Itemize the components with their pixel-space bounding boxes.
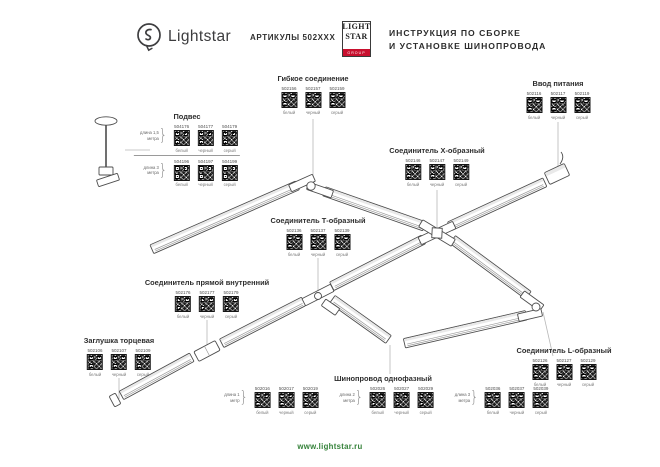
l-connector-icon: [517, 291, 543, 322]
qr-code: [310, 234, 326, 250]
color-label: черный: [550, 114, 566, 120]
page-title-line1: ИНСТРУКЦИЯ ПО СБОРКЕ: [389, 28, 521, 38]
qr-code: [223, 296, 239, 312]
article-number: 504197: [198, 158, 214, 164]
product-code: [403, 158, 424, 187]
product-code: [221, 290, 242, 319]
track-rail: [450, 236, 531, 299]
product-code: [219, 159, 240, 188]
article-number: 502119: [574, 91, 590, 96]
length-note: длина 3 метра }: [143, 160, 168, 180]
logo-box-band: GROUP: [343, 49, 370, 56]
track-group: [445, 386, 551, 415]
product-code: [327, 86, 348, 115]
product-code: [108, 348, 129, 377]
page-title-line2: И УСТАНОВКЕ ШИНОПРОВОДА: [389, 41, 547, 52]
product-code: [279, 86, 300, 115]
color-label: белый: [175, 182, 188, 187]
product-code: [572, 91, 593, 120]
product-code: [303, 86, 324, 115]
product-code: [171, 124, 192, 153]
section-title: Соединитель L-образный: [516, 346, 612, 355]
qr-code: [394, 392, 410, 408]
product-code: [84, 348, 105, 377]
article-number: 502127: [556, 358, 572, 363]
article-number: 502106: [87, 348, 103, 353]
qr-code: [198, 165, 214, 181]
qr-code: [533, 392, 549, 408]
product-code: [252, 386, 273, 415]
article-number: 502026: [370, 386, 386, 391]
color-label: белый: [175, 147, 188, 153]
article-number: 502159: [329, 86, 345, 91]
article-number: 504177: [198, 124, 214, 129]
qr-code: [175, 296, 191, 312]
qr-code: [174, 130, 190, 146]
brand-name: Lightstar: [168, 28, 232, 45]
product-code: [554, 358, 575, 387]
product-code: [506, 386, 527, 415]
footer: [0, 436, 660, 454]
section-title: Шинопровод однофазный: [334, 374, 432, 383]
lightstar-group-logo: [342, 21, 371, 57]
article-number: 504199: [222, 158, 238, 164]
article-number: 502157: [305, 86, 321, 91]
qr-row: [524, 91, 593, 120]
qr-code: [526, 97, 542, 113]
qr-code: [87, 354, 103, 370]
article-number: 502117: [550, 91, 566, 96]
qr-code: [453, 164, 469, 180]
section-title: Заглушка торцевая: [83, 336, 155, 345]
product-code: [284, 228, 305, 257]
article-number: 502179: [223, 290, 239, 295]
article-number: 502019: [302, 386, 318, 391]
color-label: черный: [198, 147, 213, 153]
article-number: 502139: [334, 228, 350, 233]
section-title: Соединитель X-образный: [389, 146, 485, 155]
color-label: черный: [310, 251, 326, 257]
product-code: [132, 348, 153, 377]
qr-code: [305, 92, 321, 108]
track-rail: [403, 311, 527, 348]
article-number: 502176: [175, 290, 191, 295]
color-label: серый: [419, 409, 432, 415]
color-label: белый: [527, 114, 541, 120]
flexible-connector-icon: [289, 174, 334, 198]
color-label: черный: [198, 182, 213, 187]
color-label: серый: [581, 381, 595, 387]
color-label: черный: [199, 313, 215, 319]
color-label: серый: [575, 114, 589, 120]
color-label: белый: [287, 251, 301, 257]
qr-code: [281, 92, 297, 108]
product-code: [171, 159, 192, 188]
power-feed-icon: [544, 152, 569, 185]
color-label: белый: [533, 381, 547, 387]
section-t-connector: [271, 216, 366, 257]
track-group: [330, 386, 436, 415]
qr-code: [278, 392, 294, 408]
article-number: 502136: [286, 228, 302, 233]
qr-code: [174, 165, 190, 181]
brace-glyph: }: [158, 126, 168, 145]
color-label: белый: [486, 409, 500, 415]
product-code: [391, 386, 412, 415]
product-code: [524, 91, 545, 120]
article-number: 502137: [310, 228, 326, 233]
qr-row: [403, 158, 472, 187]
article-number: 504176: [174, 124, 190, 129]
qr-code: [286, 234, 302, 250]
articles-label: АРТИКУЛЫ 502XXX: [250, 33, 336, 42]
article-number: 502039: [533, 386, 549, 391]
article-number: 502029: [418, 386, 434, 391]
article-number: 502037: [509, 386, 525, 391]
article-number: 502177: [199, 290, 215, 295]
product-code: [548, 91, 569, 120]
color-label: серый: [136, 371, 150, 377]
product-code: [195, 159, 216, 188]
product-code: [332, 228, 353, 257]
color-label: белый: [282, 109, 296, 115]
qr-row: [252, 386, 321, 415]
qr-code: [111, 354, 127, 370]
article-number: 502147: [429, 158, 445, 163]
suspension-icon: [95, 117, 120, 187]
section-title: Подвес: [173, 112, 201, 121]
lightstar-bulb-icon: [136, 22, 163, 52]
product-code: [195, 124, 216, 153]
article-number: 502016: [254, 386, 270, 391]
color-label: серый: [224, 313, 238, 319]
color-label: серый: [223, 182, 236, 187]
qr-row: [279, 86, 348, 115]
section-straight-connector: [145, 278, 269, 319]
section-title: Гибкое соединение: [277, 74, 349, 83]
qr-code: [370, 392, 386, 408]
product-code: [427, 158, 448, 187]
product-code: [276, 386, 297, 415]
qr-code: [199, 296, 215, 312]
qr-code: [334, 234, 350, 250]
article-number: 504196: [174, 158, 190, 164]
length-note: длина 1 метр }: [224, 388, 248, 407]
length-note: длина 1,5 метра }: [140, 126, 168, 145]
section-title: Ввод питания: [532, 79, 584, 88]
qr-code: [485, 392, 501, 408]
section-track: [215, 374, 552, 415]
qr-code: [302, 392, 318, 408]
qr-code: [329, 92, 345, 108]
qr-code: [254, 392, 270, 408]
article-number: 502036: [485, 386, 501, 391]
qr-code: [135, 354, 151, 370]
qr-code: [550, 97, 566, 113]
section-flexible-connector: [277, 74, 348, 115]
brace-glyph: }: [239, 388, 248, 407]
product-code: [530, 386, 551, 415]
article-number: 502146: [405, 158, 421, 163]
color-label: белый: [256, 409, 269, 415]
qr-code: [574, 97, 590, 113]
color-label: черный: [279, 409, 294, 415]
color-label: черный: [394, 409, 409, 415]
qr-code: [418, 392, 434, 408]
color-label: серый: [335, 251, 349, 257]
qr-row: [482, 386, 551, 415]
article-number: 502109: [135, 348, 151, 353]
divider: [134, 155, 240, 156]
qr-code: [405, 164, 421, 180]
lightstar-logo: [136, 22, 231, 52]
article-number: 502027: [394, 386, 410, 391]
color-label: белый: [406, 181, 420, 187]
product-code: [415, 386, 436, 415]
color-label: черный: [429, 181, 445, 187]
product-code: [308, 228, 329, 257]
product-code: [578, 358, 599, 387]
qr-row: [171, 159, 240, 188]
product-code: [197, 290, 218, 319]
color-label: серый: [454, 181, 468, 187]
color-label: черный: [111, 371, 127, 377]
product-code: [300, 386, 321, 415]
qr-row: [84, 348, 153, 377]
color-label: серый: [223, 147, 236, 153]
qr-row: [171, 124, 240, 153]
track-rail: [330, 295, 392, 343]
article-number: 502149: [453, 158, 469, 163]
qr-code: [429, 164, 445, 180]
article-number: 502017: [278, 386, 294, 391]
article-number: 502156: [281, 86, 297, 91]
article-number: 502107: [111, 348, 127, 353]
article-number: 504179: [222, 124, 238, 129]
brace-glyph: }: [158, 160, 168, 180]
section-x-connector: [389, 146, 484, 187]
section-end-cap: [84, 336, 154, 377]
color-label: серый: [330, 109, 344, 115]
qr-row: [367, 386, 436, 415]
section-suspension: [134, 112, 240, 187]
qr-row: [173, 290, 242, 319]
length-note: длина 2 метра }: [339, 388, 364, 407]
product-code: [451, 158, 472, 187]
color-label: серый: [304, 409, 317, 415]
color-label: белый: [88, 371, 102, 377]
article-number: 502116: [526, 91, 542, 96]
color-label: черный: [509, 409, 525, 415]
qr-code: [509, 392, 525, 408]
section-title: Соединитель прямой внутренний: [144, 278, 270, 287]
logo-box-line: LIGHT: [342, 22, 371, 31]
color-label: черный: [556, 381, 572, 387]
color-label: белый: [176, 313, 190, 319]
color-label: серый: [534, 409, 547, 415]
section-power-feed: [524, 79, 593, 120]
logo-box-line: STAR: [345, 31, 368, 41]
product-code: [173, 290, 194, 319]
qr-code: [198, 130, 214, 146]
color-label: черный: [305, 109, 321, 115]
qr-code: [580, 364, 596, 380]
brace-glyph: }: [354, 388, 364, 407]
product-code: [367, 386, 388, 415]
color-label: белый: [371, 409, 384, 415]
article-number: 502129: [580, 358, 596, 363]
track-group: [215, 386, 321, 415]
page-title: [389, 27, 546, 54]
website-link[interactable]: www.lightstar.ru: [297, 442, 363, 451]
qr-code: [556, 364, 572, 380]
brace-glyph: }: [470, 388, 479, 407]
qr-row: [284, 228, 353, 257]
article-number: 502126: [532, 358, 548, 363]
qr-code: [222, 130, 238, 146]
section-title: Соединитель Т-образный: [270, 216, 366, 225]
length-note: длина 3 метра }: [454, 388, 479, 407]
product-code: [219, 124, 240, 153]
product-code: [482, 386, 503, 415]
qr-code: [222, 165, 238, 181]
